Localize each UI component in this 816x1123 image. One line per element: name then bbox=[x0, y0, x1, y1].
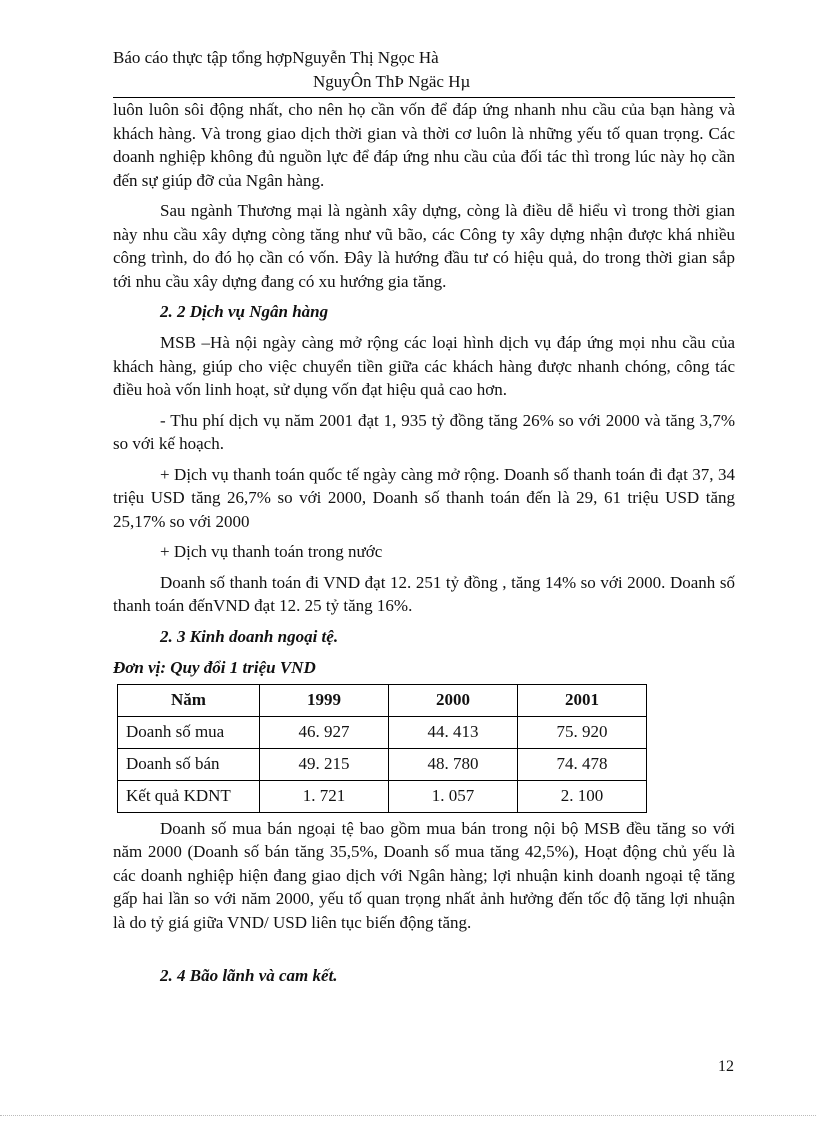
paragraph-international-payment: + Dịch vụ thanh toán quốc tế ngày càng mở rộng. Doanh số thanh toán đi đạt 37, 34 triệu USD tăng 26,7% so với 2000, Doanh số thanh toán đến là 29, 61 triệu USD tăng 25,17% so với 2000 bbox=[113, 464, 735, 531]
table-cell: 48. 780 bbox=[389, 748, 518, 780]
table-cell: Kết quả KDNT bbox=[118, 780, 260, 812]
table-row bbox=[118, 780, 647, 812]
table-header-row bbox=[118, 684, 647, 716]
table-unit-label: Đơn vị: Quy đổi 1 triệu VND bbox=[113, 657, 316, 677]
paragraph-continued: luôn luôn sôi động nhất, cho nên họ cần vốn để đáp ứng nhanh nhu cầu của bạn hàng và khách hàng. Và trong giao dịch thời gian và thời cơ luôn là những yếu tố quan trọng. Các doanh nghiệp không đủ nguồn lực để đáp ứng nhu cầu của đối tác thì trong lúc này họ cần đến sự giúp đỡ của Ngân hàng. bbox=[113, 100, 735, 190]
table-cell: 75. 920 bbox=[518, 716, 647, 748]
table-header-cell: 1999 bbox=[260, 684, 389, 716]
table-cell: 1. 057 bbox=[389, 780, 518, 812]
table-cell: 74. 478 bbox=[518, 748, 647, 780]
section-heading-2-3: 2. 3 Kinh doanh ngoại tệ. bbox=[160, 626, 339, 646]
table-cell: Doanh số mua bbox=[118, 716, 260, 748]
section-heading-2-2: 2. 2 Dịch vụ Ngân hàng bbox=[160, 302, 329, 321]
table-row bbox=[118, 748, 647, 780]
page-bottom-divider bbox=[0, 1115, 816, 1116]
table-cell: 1. 721 bbox=[260, 780, 389, 812]
paragraph-forex-analysis: Doanh số mua bán ngoại tệ bao gồm mua bán trong nội bộ MSB đều tăng so với năm 2000 (Doanh số bán tăng 35,5%, Doanh số mua tăng 42,5%), Hoạt động chủ yếu là các doanh nghiệp hiện đang giao dịch với Ngân hàng; lợi nhuận kinh doanh ngoại tệ tăng gấp hai lần so với năm 2000, yếu tố quan trọng nhất ảnh hưởng đến tốc độ tăng lợi nhuận là do tỷ giá giữa VND/ USD liên tục biến động tăng. bbox=[113, 818, 735, 932]
paragraph-service-fee: - Thu phí dịch vụ năm 2001 đạt 1, 935 tỷ đồng tăng 26% so với 2000 và tăng 3,7% so với kế hoạch. bbox=[113, 410, 735, 453]
paragraph-domestic-payment: + Dịch vụ thanh toán trong nước bbox=[160, 542, 383, 561]
table-header-cell: Năm bbox=[118, 684, 260, 716]
page-header bbox=[113, 46, 735, 94]
header-line-2: NguyÔn ThÞ Ngäc Hµ bbox=[313, 72, 471, 91]
section-heading-2-4: 2. 4 Bão lãnh và cam kết. bbox=[160, 966, 338, 985]
table-cell: 44. 413 bbox=[389, 716, 518, 748]
paragraph-msb-services: MSB –Hà nội ngày càng mở rộng các loại hình dịch vụ đáp ứng mọi nhu cầu của khách hàng, giúp cho việc chuyển tiền giữa các khách hàng được nhanh chóng, công tác điều hoà vốn linh hoạt, sử dụng vốn đạt hiệu quả cao hơn. bbox=[113, 333, 735, 399]
table-cell: 46. 927 bbox=[260, 716, 389, 748]
header-line-1: Báo cáo thực tập tổng hợpNguyễn Thị Ngọc Hà bbox=[113, 48, 439, 67]
table-row bbox=[118, 716, 647, 748]
table-cell: 49. 215 bbox=[260, 748, 389, 780]
paragraph-vnd-payment: Doanh số thanh toán đi VND đạt 12. 251 tỷ đồng , tăng 14% so với 2000. Doanh số thanh toán đếnVND đạt 12. 25 tỷ tăng 16%. bbox=[113, 572, 735, 615]
table-cell: 2. 100 bbox=[518, 780, 647, 812]
table-header-cell: 2000 bbox=[389, 684, 518, 716]
paragraph-construction: Sau ngành Thương mại là ngành xây dựng, còng là điều dễ hiểu vì trong thời gian này nhu cầu xây dựng còng tăng như vũ bão, các Công ty xây dựng nhận được khá nhiều công trình, do đó họ cần có vốn. Đây là hướng đầu tư có hiệu quả, do trong thời gian sắp tới nhu cầu xây dựng đang có xu hướng gia tăng. bbox=[113, 201, 735, 291]
table-header-cell: 2001 bbox=[518, 684, 647, 716]
forex-table bbox=[117, 684, 647, 813]
table-cell: Doanh số bán bbox=[118, 748, 260, 780]
page-number: 12 bbox=[718, 1058, 734, 1075]
document-body bbox=[113, 98, 735, 995]
